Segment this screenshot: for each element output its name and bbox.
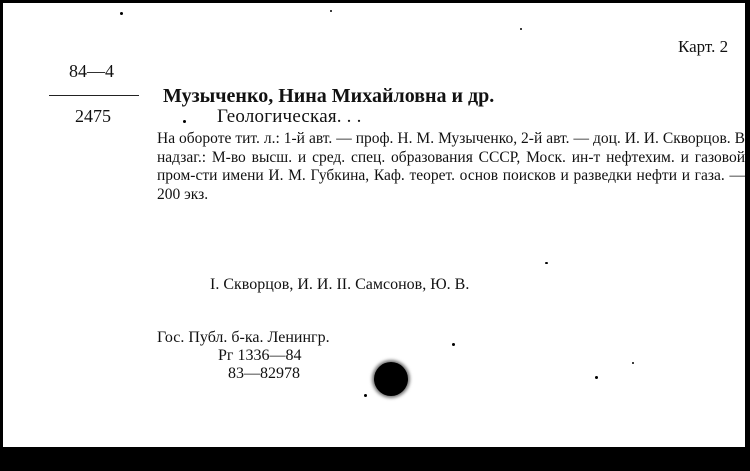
scan-border-right (745, 0, 750, 471)
scan-speck (452, 343, 455, 346)
scan-speck (120, 12, 123, 15)
scan-speck (330, 10, 332, 12)
library-name: Гос. Публ. б-ка. Ленингр. (157, 329, 330, 346)
scan-speck (364, 394, 367, 397)
call-number-divider (49, 95, 139, 96)
bibliographic-note: На обороте тит. л.: 1-й авт. — проф. Н. М. Музыченко, 2-й авт. — доц. И. И. Скворцов. В надзаг.: М-во высш. и сред. спец. образования СССР, Моск. ин-т нефтехим. и газовой пром-сти имени И. М. Губкина, Каф. теорет. основ поисков и разведки нефти и газа. — 200 экз. (157, 130, 745, 203)
author-heading: Музыченко, Нина Михайловна и др. (163, 85, 495, 107)
scan-border-left (0, 0, 3, 471)
card-number: Карт. 2 (678, 37, 729, 56)
accession-number: 83—82978 (228, 365, 300, 382)
scan-speck (520, 28, 522, 30)
ink-blot (374, 362, 408, 396)
scan-border-top (0, 0, 750, 3)
call-number-bottom: 2475 (75, 106, 111, 126)
shelfmark: Рг 1336—84 (218, 347, 302, 364)
scan-speck (595, 376, 598, 379)
scan-speck (183, 120, 186, 123)
scan-speck (545, 262, 548, 264)
scan-speck (632, 362, 634, 364)
added-entries: I. Скворцов, И. И. II. Самсонов, Ю. В. (210, 276, 470, 293)
call-number-top: 84—4 (69, 61, 114, 81)
scan-border-bottom (0, 447, 750, 471)
title-line: Геологическая. . . (217, 106, 362, 127)
